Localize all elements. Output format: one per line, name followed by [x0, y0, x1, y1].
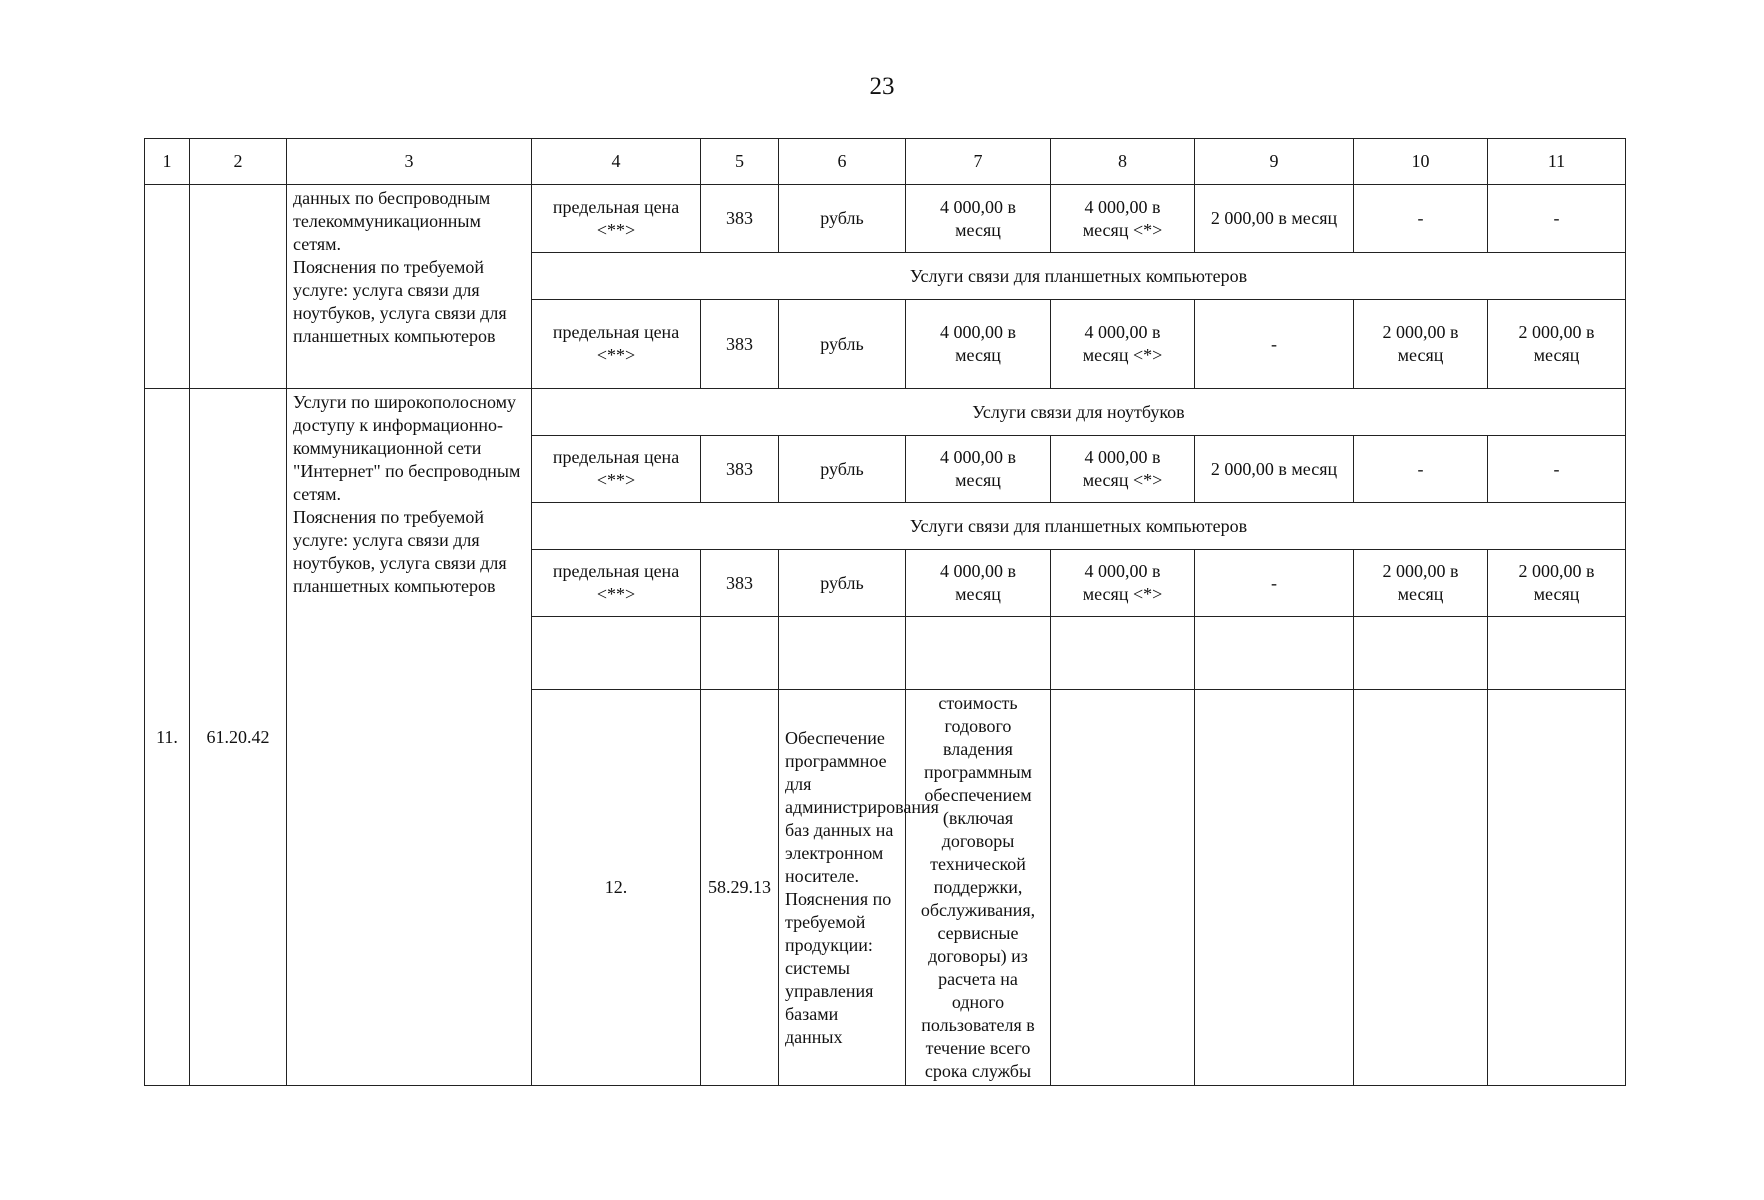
value-cell: -: [1195, 550, 1354, 617]
section-heading-tablets: Услуги связи для планшетных компьютеров: [532, 253, 1626, 300]
indicator-cell: предельная цена <**>: [532, 550, 701, 617]
item-description-cell: Услуги по широкополосному доступу к информационно-коммуникационной сети "Интернет" по беспроводным сетям. Пояснения по требуемой услуге: услуга связи для ноутбуков, услуга связи для планшетных компьютеров: [287, 389, 532, 1086]
value-cell: 4 000,00 в месяц <*>: [1051, 185, 1195, 253]
item-code-cell: [190, 185, 287, 389]
value-cell: 4 000,00 в месяц: [906, 436, 1051, 503]
column-header: 2: [190, 139, 287, 185]
empty-cell: [701, 617, 779, 690]
value-cell: 4 000,00 в месяц: [906, 300, 1051, 389]
value-cell: 4 000,00 в месяц: [906, 185, 1051, 253]
table-row: [145, 185, 1626, 253]
empty-cell: [532, 617, 701, 690]
value-cell: 2 000,00 в месяц: [1488, 300, 1626, 389]
indicator-cell: предельная цена <**>: [532, 300, 701, 389]
value-cell: 4 000,00 в месяц <*>: [1051, 300, 1195, 389]
empty-cell: [779, 617, 906, 690]
column-header: 5: [701, 139, 779, 185]
empty-cell: [1354, 617, 1488, 690]
unit-cell: рубль: [779, 436, 906, 503]
value-cell: 2 000,00 в месяц: [1195, 185, 1354, 253]
column-header: 6: [779, 139, 906, 185]
value-cell: -: [1488, 436, 1626, 503]
indicator-cell: предельная цена <**>: [532, 436, 701, 503]
value-cell: -: [1195, 300, 1354, 389]
characteristics-table: [144, 138, 1626, 1086]
okei-code-cell: 383: [701, 550, 779, 617]
empty-cell: [906, 617, 1051, 690]
unit-cell: рубль: [779, 185, 906, 253]
column-header: 8: [1051, 139, 1195, 185]
okei-code-cell: 383: [701, 436, 779, 503]
value-cell: -: [1354, 185, 1488, 253]
okei-code-cell: [1051, 690, 1195, 1086]
value-cell: 2 000,00 в месяц: [1195, 436, 1354, 503]
value-cell: 2 000,00 в месяц: [1488, 550, 1626, 617]
indicator-cell: стоимость годового владения программным обеспечением (включая договоры технической поддержки, обслуживания, сервисные договоры) из расчета на одного пользователя в течение всего срока службы: [906, 690, 1051, 1086]
okei-code-cell: 383: [701, 300, 779, 389]
section-heading-laptops: Услуги связи для ноутбуков: [532, 389, 1626, 436]
item-description-cell: Обеспечение программное для администрирования баз данных на электронном носителе. Пояснения по требуемой продукции: системы управления базами данных: [779, 690, 906, 1086]
column-header: 9: [1195, 139, 1354, 185]
item-code-cell: 61.20.42: [190, 389, 287, 1086]
table-header-row: [145, 139, 1626, 185]
indicator-cell: предельная цена <**>: [532, 185, 701, 253]
empty-cell: [1488, 617, 1626, 690]
item-number-cell: 12.: [532, 690, 701, 1086]
value-cell: 4 000,00 в месяц: [906, 550, 1051, 617]
value-cell: 4 000,00 в месяц <*>: [1051, 436, 1195, 503]
item-description-cell: данных по беспроводным телекоммуникационным сетям. Пояснения по требуемой услуге: услуга связи для ноутбуков, услуга связи для планшетных компьютеров: [287, 185, 532, 389]
item-code-cell: 58.29.13: [701, 690, 779, 1086]
item-number-cell: [145, 185, 190, 389]
column-header: 11: [1488, 139, 1626, 185]
value-cell: 2 000,00 в месяц: [1354, 300, 1488, 389]
item-number-cell: 11.: [145, 389, 190, 1086]
section-row: [145, 389, 1626, 436]
value-cell: 2 000,00 в месяц: [1354, 550, 1488, 617]
column-header: 1: [145, 139, 190, 185]
empty-cell: [1195, 617, 1354, 690]
unit-cell: [1195, 690, 1354, 1086]
column-header: 7: [906, 139, 1051, 185]
column-header: 10: [1354, 139, 1488, 185]
value-cell: -: [1354, 436, 1488, 503]
value-cell: [1488, 690, 1626, 1086]
value-cell: 4 000,00 в месяц <*>: [1051, 550, 1195, 617]
section-heading-tablets: Услуги связи для планшетных компьютеров: [532, 503, 1626, 550]
empty-cell: [1051, 617, 1195, 690]
value-cell: -: [1488, 185, 1626, 253]
unit-cell: рубль: [779, 550, 906, 617]
unit-cell: рубль: [779, 300, 906, 389]
okei-code-cell: 383: [701, 185, 779, 253]
value-cell: [1354, 690, 1488, 1086]
column-header: 4: [532, 139, 701, 185]
column-header: 3: [287, 139, 532, 185]
page-number: 23: [869, 73, 895, 100]
